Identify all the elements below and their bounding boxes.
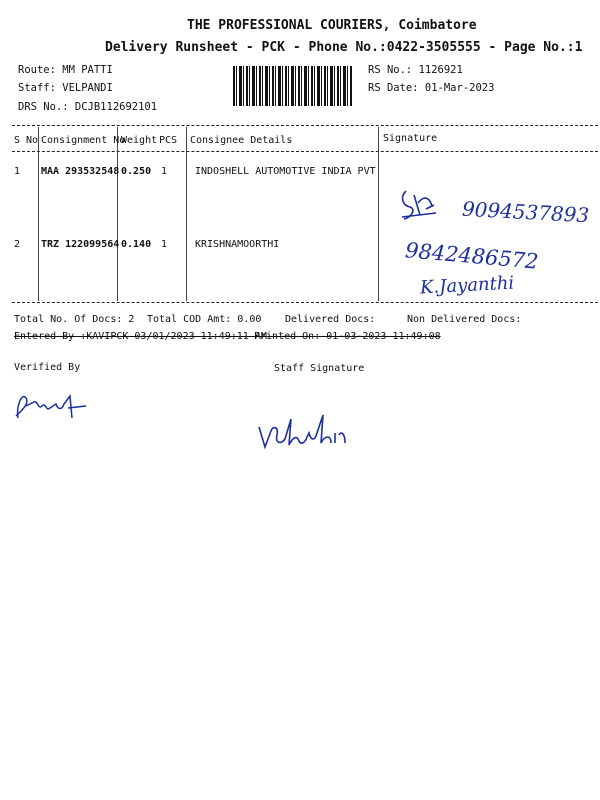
staff-label: Staff: VELPANDI [18,82,113,94]
total-cod: Total COD Amt: 0.00 [147,314,262,325]
non-delivered-docs: Non Delivered Docs: [407,314,522,325]
drs-number: DRS No.: DCJB112692101 [18,101,158,113]
col-divider [378,127,379,301]
signature-scribble-1 [398,185,438,225]
column-header-consignee: Consignee Details [190,135,293,146]
col-divider [117,127,118,301]
row-consignee: INDOSHELL AUTOMOTIVE INDIA PVT [195,166,376,177]
col-divider [186,127,187,301]
rs-number: RS No.: 1126921 [368,64,463,76]
row-sno: 2 [14,239,21,250]
row-pcs: 1 [161,239,168,250]
row-sno: 1 [14,166,21,177]
handwritten-phone-1: 9094537893 [461,196,590,228]
table-bottom-rule [12,302,598,303]
printed-on: Printed On: 01-03-2023 11:49:08 [254,331,441,342]
column-header-weight: Weight [121,135,158,146]
row-consignment: MAA 293532548 [41,166,120,177]
column-header-consignment: Consignment No [41,135,126,146]
staff-signature-label: Staff Signature [274,363,365,374]
rs-date: RS Date: 01-Mar-2023 [368,82,495,94]
document-title: THE PROFESSIONAL COURIERS, Coimbatore [187,18,477,33]
delivered-docs: Delivered Docs: [285,314,376,325]
verified-signature [12,388,92,428]
row-weight: 0.140 [121,239,152,250]
route-label: Route: MM PATTI [18,64,113,76]
document-subtitle: Delivery Runsheet - PCK - Phone No.:0422-3505555 - Page No.:1 [105,40,583,55]
entered-by: Entered By :KAVIPCK 03/01/2023 11:49:11 AM [14,331,267,342]
staff-signature [255,405,355,455]
handwritten-phone-2: 9842486572 [404,238,540,274]
table-header-rule [12,151,598,152]
row-pcs: 1 [161,166,168,177]
row-weight: 0.250 [121,166,152,177]
column-header-pcs: PCS [159,135,178,146]
column-header-signature: Signature [383,133,438,144]
barcode [233,66,353,106]
verified-by-label: Verified By [14,362,81,373]
row-consignment: TRZ 122099564 [41,239,120,250]
handwritten-name: K.Jayanthi [419,272,515,299]
col-divider [38,127,39,301]
total-docs: Total No. Of Docs: 2 [14,314,135,325]
row-consignee: KRISHNAMOORTHI [195,239,280,250]
table-top-rule [12,125,598,126]
column-header-sno: S No [14,135,39,146]
